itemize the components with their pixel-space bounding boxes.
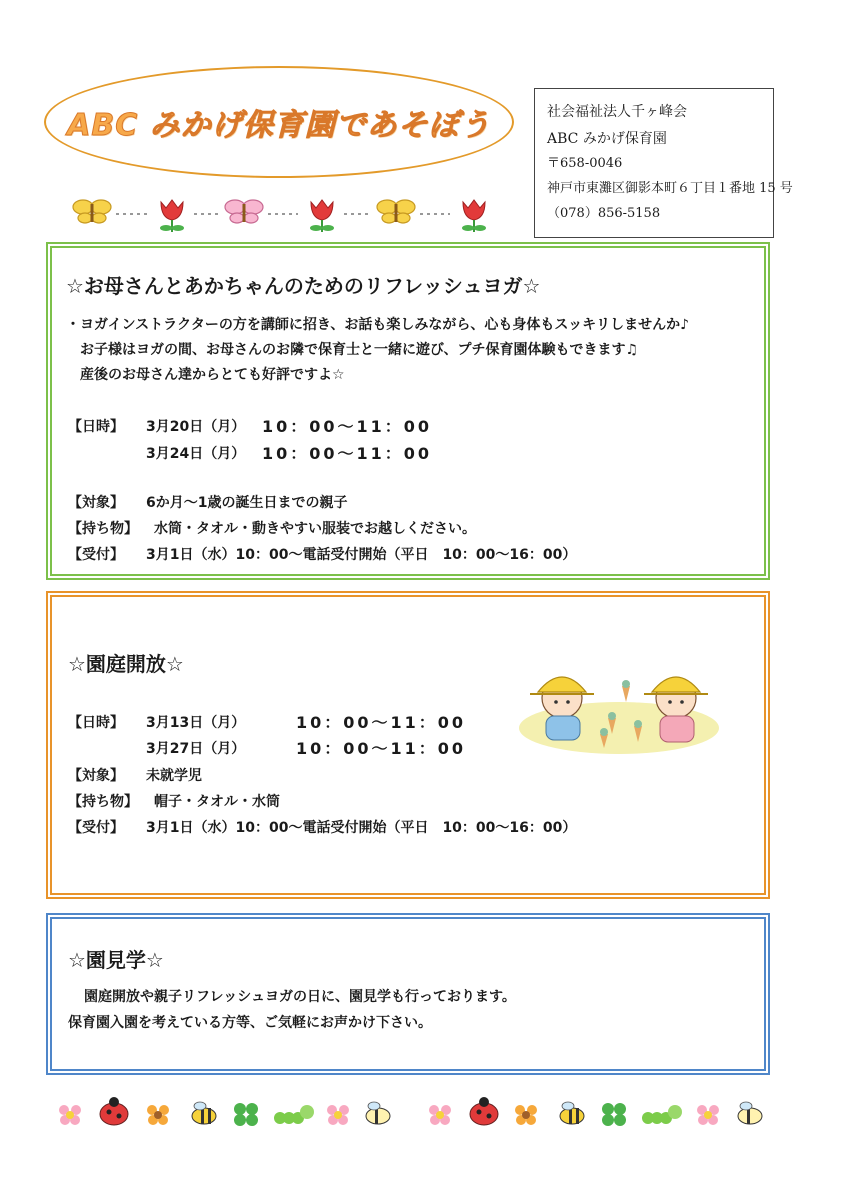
visit-line-2: 保育園入園を考えている方等、ご気軽にお声かけ下さい。 (68, 1015, 432, 1031)
yoga-time-2: 10：00～11：00 (262, 444, 433, 463)
garden-date-1: 3月13日（月） (146, 715, 246, 731)
tulip-icon (462, 200, 486, 232)
yoga-reception: 3月1日（水）10：00～電話受付開始（平日 10：00～16：00） (146, 547, 577, 563)
ladybug-icon (100, 1097, 128, 1125)
visit-line-1: 園庭開放や親子リフレッシュヨガの日に、園見学も行っております。 (84, 989, 516, 1005)
bee-icon (192, 1102, 216, 1124)
garden-items-label: 【持ち物】 (68, 794, 138, 810)
yoga-description-2: お子様はヨガの間、お母さんのお隣で保育士と一緒に遊び、プチ保育園体験もできます♫ (80, 342, 638, 358)
tulip-icon (310, 200, 334, 232)
garden-target: 未就学児 (146, 768, 202, 784)
flower-icon (515, 1105, 537, 1125)
caterpillar-icon (642, 1105, 682, 1124)
butterfly-icon (73, 200, 111, 223)
org-phone: （078）856-5158 (547, 205, 661, 221)
decoration-svg (72, 190, 502, 234)
yoga-items: 水筒・タオル・動きやすい服装でお越しください。 (154, 521, 476, 537)
yoga-description-3: 産後のお母さん達からとても好評ですよ☆ (80, 367, 345, 383)
bottom-decoration (56, 1094, 776, 1134)
bee-icon (366, 1102, 390, 1124)
caterpillar-icon (274, 1105, 314, 1124)
yoga-date-1: 3月20日（月） (146, 419, 246, 435)
flower-icon (59, 1105, 81, 1125)
bottom-decoration-svg (56, 1094, 776, 1134)
clover-icon (602, 1103, 626, 1126)
flower-icon (327, 1105, 349, 1125)
garden-reception-label: 【受付】 (68, 820, 124, 836)
yoga-time-1: 10：00～11：00 (262, 417, 433, 436)
organization-box (534, 88, 793, 238)
flower-icon (697, 1105, 719, 1125)
flower-icon (429, 1105, 451, 1125)
garden-target-label: 【対象】 (68, 768, 124, 784)
yoga-reception-label: 【受付】 (68, 547, 124, 563)
yoga-title: ☆お母さんとあかちゃんのためのリフレッシュヨガ☆ (66, 274, 541, 298)
bee-icon (738, 1102, 762, 1124)
flower-icon (147, 1105, 169, 1125)
yoga-items-label: 【持ち物】 (68, 521, 138, 537)
tulip-icon (160, 200, 184, 232)
butterfly-tulip-decoration (72, 190, 502, 234)
garden-reception: 3月1日（水）10：00～電話受付開始（平日 10：00～16：00） (146, 820, 577, 836)
butterfly-icon (377, 200, 415, 223)
page-title: ABC みかげ保育園であそぼう (67, 108, 491, 143)
garden-date-label: 【日時】 (68, 715, 124, 731)
ladybug-icon (470, 1097, 498, 1125)
bee-icon (560, 1102, 584, 1124)
yoga-date-label: 【日時】 (68, 419, 124, 435)
clover-icon (234, 1103, 258, 1126)
children-playing-illustration (516, 656, 722, 756)
garden-time-2: 10：00～11：00 (296, 739, 467, 758)
org-corporation: 社会福祉法人千ヶ峰会 (547, 104, 687, 120)
yoga-target: 6か月～1歳の誕生日までの親子 (146, 495, 348, 511)
yoga-description-1: ・ヨガインストラクターの方を講師に招き、お話も楽しみながら、心も身体もスッキリしませんか♪ (66, 317, 690, 333)
visit-title: ☆園見学☆ (68, 948, 164, 972)
garden-time-1: 10：00～11：00 (296, 713, 467, 732)
org-nursery-name: ABC みかげ保育園 (547, 130, 667, 147)
yoga-date-2: 3月24日（月） (146, 446, 246, 462)
org-address: 神戸市東灘区御影本町６丁目１番地 15 号 (547, 180, 793, 196)
garden-title: ☆園庭開放☆ (68, 652, 184, 676)
title-oval (44, 66, 514, 178)
garden-date-2: 3月27日（月） (146, 741, 246, 757)
butterfly-icon (225, 200, 263, 223)
yoga-target-label: 【対象】 (68, 495, 124, 511)
org-postal-code: 〒658-0046 (547, 156, 623, 172)
yoga-date-row-1 (68, 416, 124, 436)
garden-items: 帽子・タオル・水筒 (154, 794, 280, 810)
children-illustration-svg (516, 656, 722, 756)
